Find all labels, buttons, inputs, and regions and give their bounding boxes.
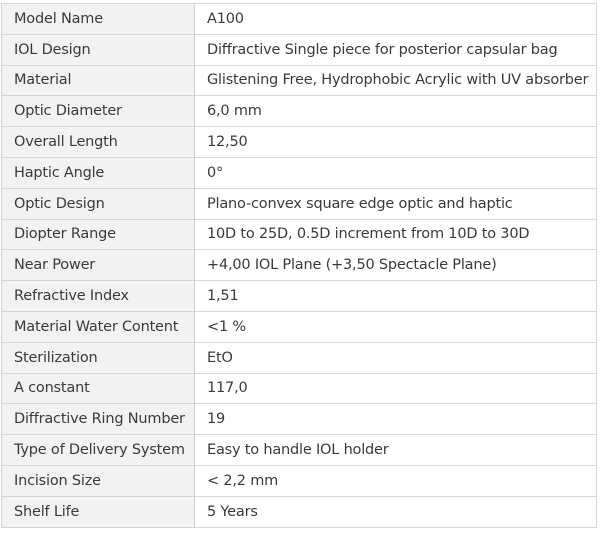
row-value: Glistening Free, Hydrophobic Acrylic with UV absorber bbox=[195, 65, 597, 96]
row-value: Diffractive Single piece for posterior capsular bag bbox=[195, 34, 597, 65]
row-value: A100 bbox=[195, 4, 597, 35]
table-row bbox=[2, 157, 597, 188]
table-row bbox=[2, 465, 597, 496]
table-row bbox=[2, 4, 597, 35]
row-label: Diffractive Ring Number bbox=[2, 404, 195, 435]
row-value: 19 bbox=[195, 404, 597, 435]
row-value: 1,51 bbox=[195, 281, 597, 312]
table-row bbox=[2, 250, 597, 281]
table-row bbox=[2, 496, 597, 527]
row-value: 5 Years bbox=[195, 496, 597, 527]
row-label: IOL Design bbox=[2, 34, 195, 65]
row-label: Sterilization bbox=[2, 342, 195, 373]
row-label: Diopter Range bbox=[2, 219, 195, 250]
table-row bbox=[2, 311, 597, 342]
table-row bbox=[2, 342, 597, 373]
row-label: A constant bbox=[2, 373, 195, 404]
row-label: Near Power bbox=[2, 250, 195, 281]
row-value: 6,0 mm bbox=[195, 96, 597, 127]
row-label: Overall Length bbox=[2, 127, 195, 158]
table-row bbox=[2, 34, 597, 65]
table-row bbox=[2, 404, 597, 435]
table-row bbox=[2, 373, 597, 404]
row-label: Optic Design bbox=[2, 188, 195, 219]
table-row bbox=[2, 281, 597, 312]
table-row bbox=[2, 65, 597, 96]
row-value: < 2,2 mm bbox=[195, 465, 597, 496]
row-label: Incision Size bbox=[2, 465, 195, 496]
table-row bbox=[2, 96, 597, 127]
table-row bbox=[2, 188, 597, 219]
row-label: Refractive Index bbox=[2, 281, 195, 312]
row-label: Type of Delivery System bbox=[2, 435, 195, 466]
row-value: EtO bbox=[195, 342, 597, 373]
row-value: <1 % bbox=[195, 311, 597, 342]
row-label: Haptic Angle bbox=[2, 157, 195, 188]
row-value: Plano-convex square edge optic and haptic bbox=[195, 188, 597, 219]
row-value: 10D to 25D, 0.5D increment from 10D to 30D bbox=[195, 219, 597, 250]
row-label: Shelf Life bbox=[2, 496, 195, 527]
row-value: +4,00 IOL Plane (+3,50 Spectacle Plane) bbox=[195, 250, 597, 281]
specifications-table bbox=[1, 3, 597, 528]
row-value: 12,50 bbox=[195, 127, 597, 158]
table-row bbox=[2, 219, 597, 250]
row-value: 0° bbox=[195, 157, 597, 188]
row-value: 117,0 bbox=[195, 373, 597, 404]
table-row bbox=[2, 435, 597, 466]
row-label: Model Name bbox=[2, 4, 195, 35]
row-label: Material Water Content bbox=[2, 311, 195, 342]
table-row bbox=[2, 127, 597, 158]
row-label: Material bbox=[2, 65, 195, 96]
row-value: Easy to handle IOL holder bbox=[195, 435, 597, 466]
row-label: Optic Diameter bbox=[2, 96, 195, 127]
